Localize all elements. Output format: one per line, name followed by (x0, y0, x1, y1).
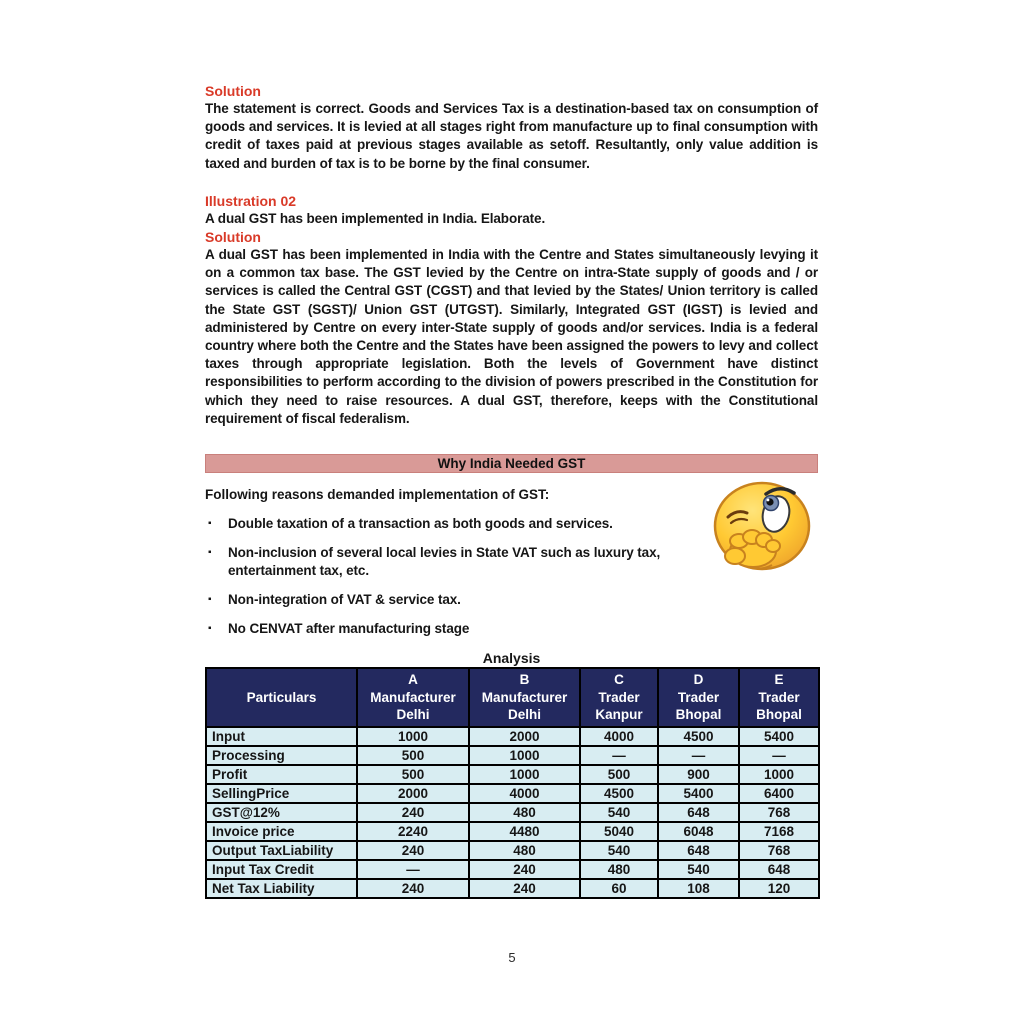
row-value: — (739, 746, 819, 765)
table-row (206, 879, 819, 898)
thinking-wink-emoji-icon (710, 480, 818, 576)
table-row (206, 860, 819, 879)
row-value: 480 (469, 841, 580, 860)
list-item (205, 515, 696, 533)
row-value: 648 (739, 860, 819, 879)
row-value: 4000 (580, 727, 658, 746)
row-value: 60 (580, 879, 658, 898)
row-value: 240 (357, 841, 469, 860)
table-row (206, 841, 819, 860)
solution-heading-2: Solution (205, 229, 261, 246)
row-value: 1000 (357, 727, 469, 746)
row-label: Profit (206, 765, 357, 784)
list-item (205, 544, 696, 580)
bullet-text: No CENVAT after manufacturing stage (228, 621, 470, 637)
row-label: SellingPrice (206, 784, 357, 803)
table-row (206, 746, 819, 765)
row-value: 240 (357, 879, 469, 898)
column-header: B Manufacturer Delhi (469, 668, 580, 727)
row-value: 1000 (739, 765, 819, 784)
row-value: 7168 (739, 822, 819, 841)
column-header-particulars: Particulars (206, 668, 357, 727)
row-value: — (357, 860, 469, 879)
row-value: 108 (658, 879, 739, 898)
row-value: 648 (658, 841, 739, 860)
column-header: A Manufacturer Delhi (357, 668, 469, 727)
row-value: 900 (658, 765, 739, 784)
analysis-table-title: Analysis (482, 650, 541, 667)
analysis-table-header (206, 668, 819, 727)
table-row (206, 822, 819, 841)
row-value: 5040 (580, 822, 658, 841)
table-row (206, 765, 819, 784)
row-value: 240 (469, 860, 580, 879)
table-row (206, 784, 819, 803)
column-header: D Trader Bhopal (658, 668, 739, 727)
solution-paragraph-2: A dual GST has been implemented in India with the Centre and States simultaneously levying it on a common tax base. The GST levied by the Centre on intra-State supply of goods and / or services is called the Central GST (CGST) and that levied by the States/ Union territory is called the State GST (SGST)/ Union GST (UTGST). Similarly, Integrated GST (IGST) is levied and administered by Centre on every inter-State supply of goods and/or services. India is a federal country where both the Centre and the States have been assigned the powers to levy and collect taxes through appropriate legislation. Both the levels of Government have distinct responsibilities to perform according to the division of powers prescribed in the Constitution for which they need to raise resources. A dual GST, therefore, keeps with the Constitutional requirement of fiscal federalism. (205, 247, 818, 426)
row-value: 240 (357, 803, 469, 822)
reasons-section (205, 486, 818, 638)
row-value: 5400 (739, 727, 819, 746)
bullet-text: Double taxation of a transaction as both goods and services. (228, 516, 613, 532)
solution-paragraph-1: The statement is correct. Goods and Services Tax is a destination-based tax on consumption of goods and services. It is levied at all stages right from manufacture up to final consumption with credit of taxes paid at previous stages available as setoff. Resultantly, only value addition is taxed and burden of tax is to be borne by the final consumer. (205, 101, 818, 171)
row-value: 480 (580, 860, 658, 879)
row-value: 480 (469, 803, 580, 822)
row-value: 2000 (357, 784, 469, 803)
row-value: 500 (357, 765, 469, 784)
row-label: Invoice price (206, 822, 357, 841)
row-value: 540 (580, 803, 658, 822)
bullet-square-icon: ▪ (208, 594, 212, 606)
list-item (205, 620, 818, 638)
row-label: Output TaxLiability (206, 841, 357, 860)
row-value: 240 (469, 879, 580, 898)
bullet-square-icon: ▪ (208, 518, 212, 530)
row-label: Net Tax Liability (206, 879, 357, 898)
row-value: — (580, 746, 658, 765)
row-value: 6400 (739, 784, 819, 803)
row-value: 4000 (469, 784, 580, 803)
page-number: 5 (508, 950, 516, 965)
column-header: C Trader Kanpur (580, 668, 658, 727)
row-label: Processing (206, 746, 357, 765)
illustration-heading: Illustration 02 (205, 192, 297, 209)
section-banner (205, 454, 818, 473)
analysis-table-body (206, 727, 819, 898)
row-value: 4500 (580, 784, 658, 803)
bullet-square-icon: ▪ (208, 547, 212, 559)
row-value: 120 (739, 879, 819, 898)
row-value: 1000 (469, 746, 580, 765)
bullet-text: Non-inclusion of several local levies in State VAT such as luxury tax, entertainment tax, etc. (228, 545, 661, 579)
row-value: 540 (580, 841, 658, 860)
row-value: 500 (580, 765, 658, 784)
section-banner-title: Why India Needed GST (437, 456, 586, 472)
list-item (205, 591, 818, 609)
row-value: 2240 (357, 822, 469, 841)
table-row (206, 803, 819, 822)
page-content (205, 82, 818, 899)
row-value: 6048 (658, 822, 739, 841)
reasons-intro: Following reasons demanded implementation of GST: (205, 487, 550, 503)
row-value: — (658, 746, 739, 765)
row-label: Input (206, 727, 357, 746)
illustration-body: A dual GST has been implemented in India. Elaborate. (205, 210, 546, 226)
bullet-square-icon: ▪ (208, 623, 212, 635)
row-label: Input Tax Credit (206, 860, 357, 879)
solution-heading-1: Solution (205, 83, 261, 99)
row-value: 500 (357, 746, 469, 765)
row-value: 4500 (658, 727, 739, 746)
bullet-text: Non-integration of VAT & service tax. (228, 592, 461, 608)
row-value: 540 (658, 860, 739, 879)
column-header: E Trader Bhopal (739, 668, 819, 727)
row-value: 2000 (469, 727, 580, 746)
row-label: GST@12% (206, 803, 357, 822)
row-value: 1000 (469, 765, 580, 784)
row-value: 768 (739, 841, 819, 860)
row-value: 648 (658, 803, 739, 822)
table-row (206, 727, 819, 746)
row-value: 5400 (658, 784, 739, 803)
row-value: 4480 (469, 822, 580, 841)
analysis-table (205, 667, 820, 899)
row-value: 768 (739, 803, 819, 822)
